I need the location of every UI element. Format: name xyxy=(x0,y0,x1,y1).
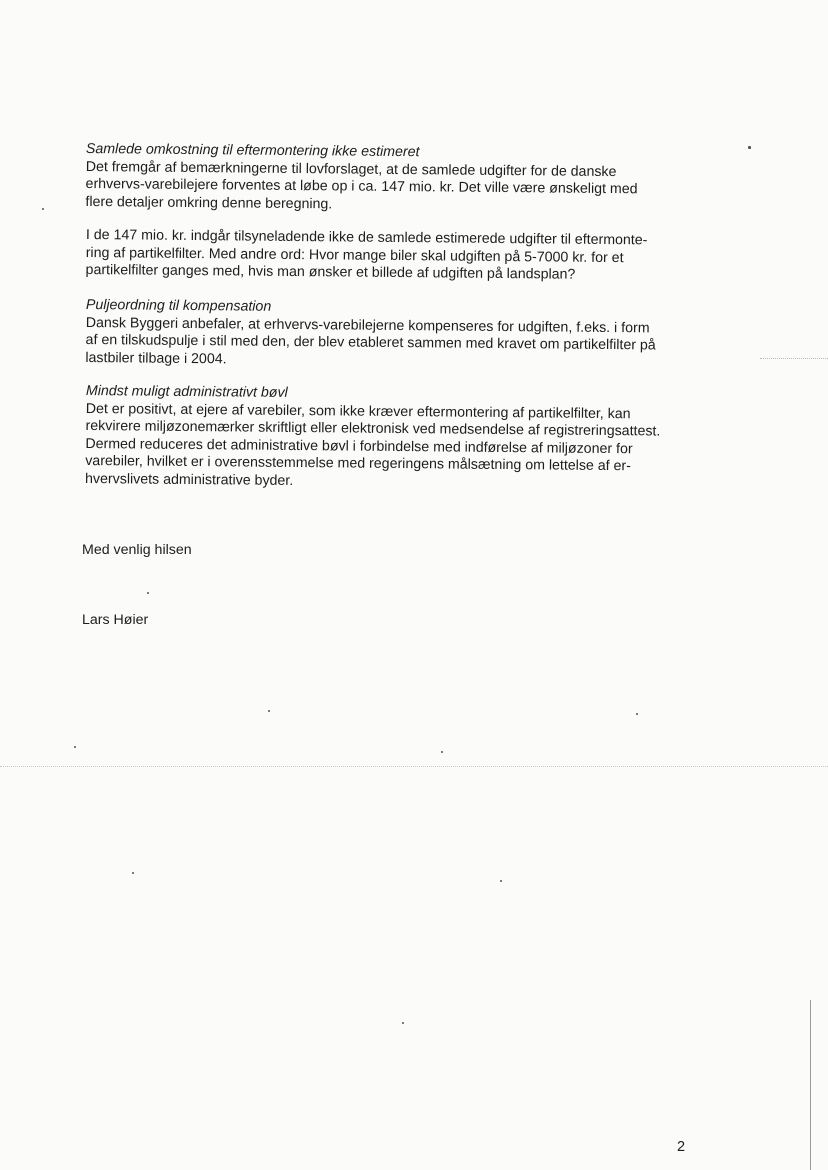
section-heading: Mindst muligt administrativt bøvl xyxy=(85,383,288,401)
section-heading: Samlede omkostning til eftermontering ikke estimeret xyxy=(85,141,420,161)
section-administrative-burden xyxy=(85,383,696,494)
signature-name: Lars Høier xyxy=(82,612,149,628)
body-line: I de 147 mio. kr. indgår tilsyneladende ikke de samlede estimerede udgifter til eftermonte- xyxy=(85,227,648,249)
body-line: Dermed reduceres det administrative bøvl i forbindelse med indførelse af miljøzoner for xyxy=(85,435,633,458)
scan-page-edge xyxy=(810,1000,811,1170)
body-line: rekvirere miljøzonemærker skriftligt eller elektronisk ved medsendelse af registreringsattest. xyxy=(85,418,661,440)
body-line: Det fremgår af bemærkningerne til lovforslaget, at de samlede udgifter for de danske xyxy=(85,158,617,180)
body-line: ring af partikelfilter. Med andre ord: Hvor mange biler skal udgiften på 5-7000 kr. for et xyxy=(85,244,624,266)
scan-speck xyxy=(132,872,134,874)
body-line: hvervslivets administrative byder. xyxy=(85,470,294,489)
body-line: af en tilskudspulje i stil med den, der blev etableret sammen med kravet om partikelfilter på xyxy=(85,332,656,354)
body-line: erhvervs-varebilejere forventes at løbe op i ca. 147 mio. kr. Det ville være ønskeligt med xyxy=(85,176,638,198)
scan-speck xyxy=(74,746,76,748)
body-line: flere detaljer omkring denne beregning. xyxy=(85,193,333,213)
section-compensation-pool xyxy=(85,297,696,373)
page-number: 2 xyxy=(677,1139,686,1155)
section-cost-question xyxy=(85,227,695,286)
scan-speck xyxy=(147,592,149,594)
scan-fold-line xyxy=(760,358,828,359)
scan-speck xyxy=(441,751,443,753)
scan-speck xyxy=(42,208,44,210)
body-line: Dansk Byggeri anbefaler, at erhvervs-varebilejerne kompenseres for udgiften, f.eks. i form xyxy=(85,314,650,337)
scan-fold-line xyxy=(0,766,828,767)
closing-greeting: Med venlig hilsen xyxy=(82,542,192,558)
scan-speck xyxy=(500,880,502,882)
scan-speck xyxy=(268,710,270,712)
body-line: lastbiler tilbage i 2004. xyxy=(85,349,227,368)
body-line: partikelfilter ganges med, hvis man ønsker et billede af udgiften på landsplan? xyxy=(85,262,576,283)
scan-speck xyxy=(636,713,638,715)
scan-speck xyxy=(748,146,751,149)
scan-speck xyxy=(402,1022,404,1024)
section-total-cost xyxy=(85,141,696,217)
section-heading: Puljeordning til kompensation xyxy=(85,297,272,315)
body-line: Det er positivt, at ejere af varebiler, som ikke kræver eftermontering af partikelfilter, kan xyxy=(85,400,631,422)
body-line: varebiler, hvilket er i overensstemmelse med regeringens målsætning om lettelse af er- xyxy=(85,453,631,475)
